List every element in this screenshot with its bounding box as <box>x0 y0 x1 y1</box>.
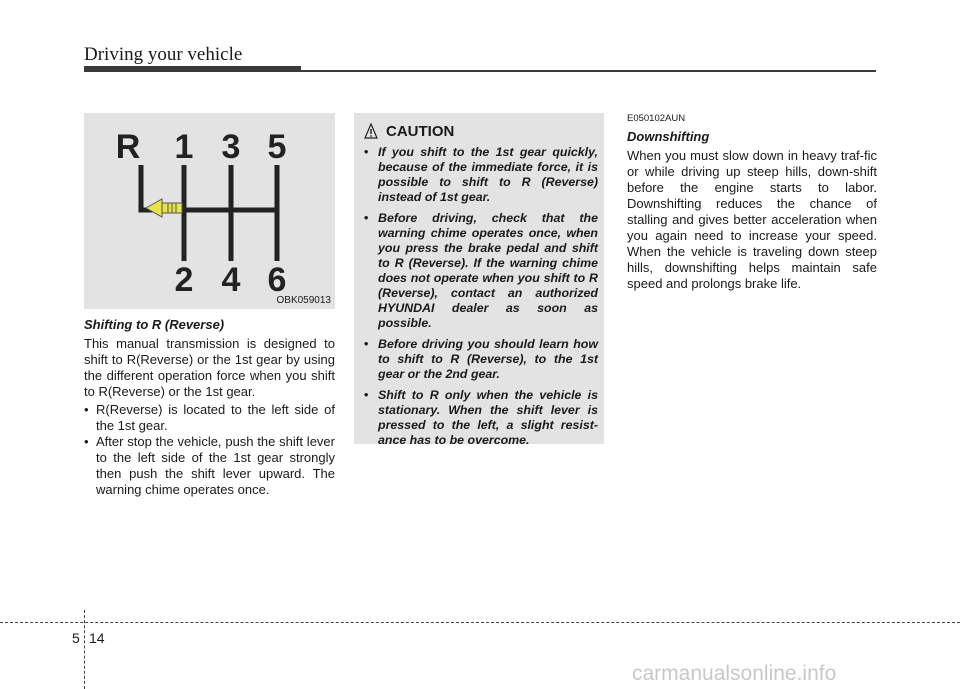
list-item: • Before driving you should learn how to shift to R (Reverse), to the 1st gear or the 2nd gear. <box>364 337 598 382</box>
gear-shift-diagram <box>84 113 335 309</box>
gear-label-1: 1 <box>174 128 194 166</box>
left-column <box>84 113 335 498</box>
header-rule-thin <box>301 70 876 72</box>
gear-label-r: R <box>115 128 141 166</box>
section-subhead-reverse: Shifting to R (Reverse) <box>84 317 225 332</box>
warning-triangle-icon <box>364 123 378 139</box>
gear-label-4: 4 <box>221 261 241 299</box>
list-item: • R(Reverse) is located to the left side of the 1st gear. <box>84 402 335 434</box>
footer-vertical-rule <box>84 610 85 689</box>
gear-label-6: 6 <box>267 261 287 299</box>
chapter-number: 5 <box>72 630 80 646</box>
section-subhead-downshifting: Downshifting <box>627 129 710 144</box>
caution-box <box>354 113 604 447</box>
caution-list <box>364 145 598 448</box>
reverse-arrow-icon <box>146 199 182 217</box>
caution-title: CAUTION <box>386 122 455 140</box>
shift-pattern-graphic <box>84 113 335 309</box>
gear-label-5: 5 <box>267 128 287 166</box>
list-item: • Before driving, check that the warning chime operates once, when you press the brake pedal and shift to R (Reverse). If the warning chime does not operate when you shift to R (Reverse), contact an authorized HYUNDAI dealer as soon as possible. <box>364 211 598 331</box>
list-item: • If you shift to the 1st gear quickly, because of the immediate force, it is possible to shift to R (Reverse) instead of 1st gear. <box>364 145 598 205</box>
figure-code: OBK059013 <box>276 295 331 306</box>
right-column <box>627 113 877 292</box>
footer-rule <box>0 622 960 623</box>
bullet-list <box>84 402 335 498</box>
list-item: • Shift to R only when the vehicle is stationary. When the shift lever is pressed to the left, a slight resist-ance has to be overcome. <box>364 388 598 448</box>
body-paragraph: This manual transmission is designed to shift to R(Reverse) or the 1st gear by using the different operation force when you shift to R(Reverse) or the 1st gear. <box>84 336 335 399</box>
watermark: carmanualsonline.info <box>632 662 837 685</box>
page-number: 14 <box>89 630 105 646</box>
gear-label-2: 2 <box>174 261 194 299</box>
body-paragraph: When you must slow down in heavy traf-fic or while driving up steep hills, down-shift before the engine starts to labor. Downshifting reduces the chance of stalling and gives better acceleration when you again need to increase your speed. When the vehicle is traveling down steep hills, downshifting helps maintain safe speed and prolongs brake life. <box>627 148 877 291</box>
header-rule-thick <box>84 66 301 72</box>
caution-header <box>364 121 598 141</box>
list-item: • After stop the vehicle, push the shift lever to the left side of the 1st gear strongly then push the shift lever upward. The warning chime operates once. <box>84 434 335 498</box>
page-header-title: Driving your vehicle <box>84 44 243 65</box>
section-code: E050102AUN <box>627 113 686 124</box>
gear-label-3: 3 <box>221 128 241 166</box>
